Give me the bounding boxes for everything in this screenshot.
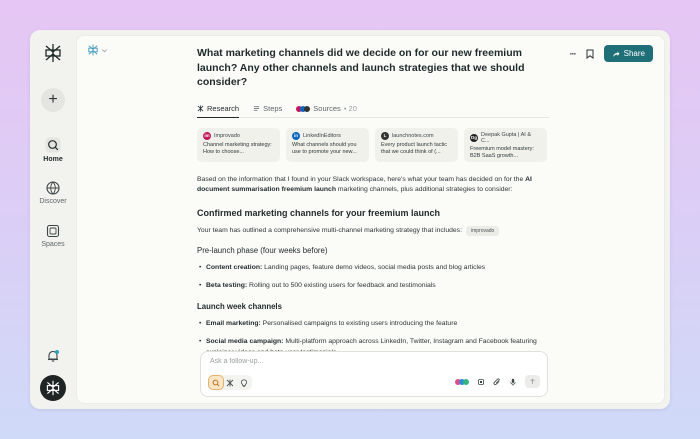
source-snippet: What channels should you use to promote your new... [292,141,357,155]
outline-text: Your team has outlined a comprehensive multi-channel marketing strategy that includes: [197,227,462,234]
source-snippet: Freemium model mastery: B2B SaaS growth... [470,145,534,159]
source-favicons-icon [296,106,310,112]
cpu-icon[interactable] [477,378,485,386]
app-window [30,30,670,409]
plus-icon: + [48,91,58,108]
sidebar-item-spaces[interactable] [30,224,76,248]
list-item [197,263,549,274]
logo-icon [43,43,63,63]
sidebar [30,30,76,409]
source-site: launchnotes.com [392,132,434,139]
source-snippet: Every product launch tactic that we could think of (... [381,141,448,155]
answer-intro [197,175,549,196]
source-card[interactable] [375,128,458,162]
outline-line [197,226,549,236]
source-favicon-icon: in [294,133,298,138]
answer-heading: Confirmed marketing channels for your freemium launch [197,207,441,218]
tab-sources[interactable] [296,100,357,118]
answer-tabs [197,100,549,118]
follow-up-input[interactable] [210,358,410,365]
spaces-icon [46,224,60,238]
composer-actions [455,375,540,388]
list-item-title: Beta testing: [206,282,248,289]
search-mode-toggle [208,375,252,390]
intro-bold: AI document summarisation freemium launch [197,175,532,193]
logo-icon [87,44,99,56]
avatar-logo-icon [45,380,61,396]
sources-count: • 20 [343,104,357,113]
attach-icon[interactable] [493,378,501,386]
bell-icon [46,349,60,363]
list-item-title: Content creation: [206,263,263,271]
sidebar-item-label: Spaces [41,241,65,248]
thread-content [197,46,549,358]
sidebar-item-home[interactable] [30,137,76,163]
list-item-text: Rolling out to 500 existing users for feedback and testimonials [247,282,436,289]
chevron-down-icon [101,47,108,54]
lightbulb-icon [240,379,248,387]
source-cards [197,128,549,162]
source-card[interactable] [464,128,547,162]
top-actions [570,45,653,62]
arrow-up-icon [529,378,536,385]
new-thread-button[interactable] [41,88,65,112]
follow-up-composer [200,351,548,397]
list-item-text: Personalised campaigns to existing users introducing the feature [260,319,458,327]
section-heading: Pre-launch phase (four weeks before) [197,245,328,255]
list-item-title: Social media campaign: [206,338,284,345]
source-site: LinkedInEditors [303,132,341,139]
mode-search-button[interactable] [209,376,223,389]
research-icon [197,105,204,112]
more-icon[interactable]: ··· [569,48,576,59]
source-card[interactable] [197,128,280,162]
tab-label: Sources [313,104,341,113]
send-button[interactable] [525,375,540,388]
source-card[interactable] [286,128,369,162]
globe-icon [46,181,60,195]
source-snippet: Channel marketing strategy: How to choose... [203,141,272,155]
share-label: Share [623,49,645,58]
list-item [197,319,549,330]
intro-text: Based on the information that I found in your Slack workspace, here's what your team has decided on for the [197,175,526,183]
research-icon [226,379,234,387]
share-button[interactable] [604,45,653,62]
sidebar-item-label: Home [43,156,63,163]
source-site: Deepak Gupta | AI & C... [480,131,532,144]
main-panel [76,35,665,404]
sidebar-item-label: Discover [39,198,67,205]
mode-research-button[interactable] [223,376,237,389]
search-icon [212,379,220,387]
source-site: Improvado [214,132,240,139]
bookmark-icon[interactable] [586,49,594,59]
citation-tag[interactable]: improvado [466,226,499,236]
list-item-title: Email marketing: [206,319,261,327]
source-favicon-icon: Dg [470,135,477,140]
list-item-text: Landing pages, feature demo videos, social media posts and blog articles [262,263,486,271]
tab-steps[interactable] [253,100,282,118]
app-logo[interactable] [30,43,76,63]
steps-icon [253,105,260,112]
list-item [197,281,549,292]
tab-label: Steps [263,104,283,113]
mode-labs-button[interactable] [237,376,251,389]
tab-label: Research [207,103,240,113]
list-item-text: Multi-platform approach across LinkedIn, Twitter, Instagram and Facebook featuring [285,338,537,345]
tab-research[interactable] [197,100,239,118]
source-favicon-icon: L [381,132,389,140]
notifications-button[interactable] [30,349,76,363]
intro-text-end: marketing channels, plus additional strategies to consider: [336,186,513,193]
section-heading: Launch week channels [197,301,282,311]
microphone-icon[interactable] [509,378,517,386]
page-title: What marketing channels did we decide on for our new freemium launch? Any other channels and launch strategies that we should consider? [197,47,525,88]
share-icon [612,50,620,58]
avatar[interactable] [40,375,66,401]
connected-apps-icon[interactable] [455,379,469,385]
model-selector[interactable] [87,44,108,56]
source-favicon-icon: im [204,133,210,138]
search-icon [45,137,61,153]
sidebar-item-discover[interactable] [30,181,76,205]
